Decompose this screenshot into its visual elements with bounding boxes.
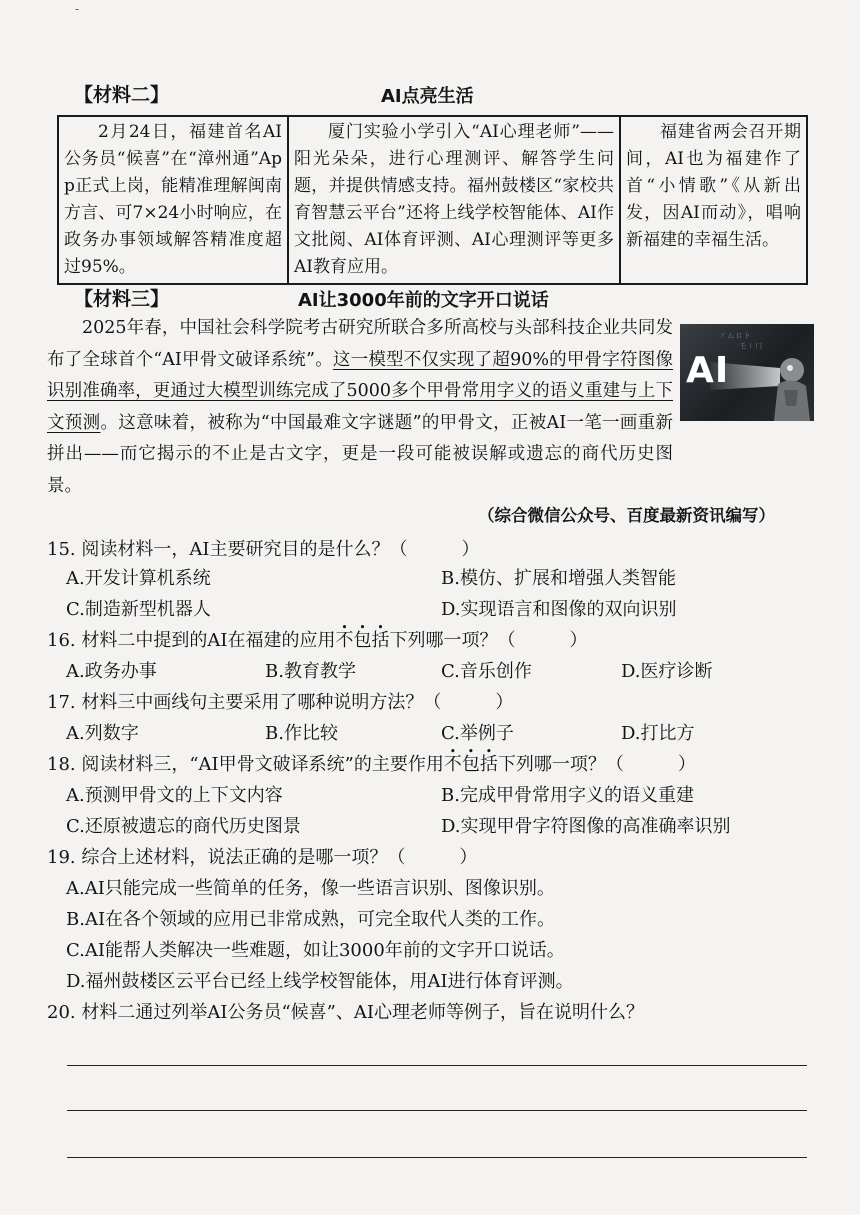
material2-table: [57, 115, 808, 285]
material3-paragraph: [47, 313, 673, 502]
material2-title: AI点亮生活: [381, 86, 474, 107]
emphasis-char: 括: [371, 630, 390, 651]
ai-illustration-text: AI: [686, 350, 730, 391]
emphasis-char: 包: [461, 754, 480, 775]
material2-cell-music: 福建省两会召开期间，AI也为福建作了首“小情歌”《从新出发，因AI而动》，唱响新福建的幸福生活。: [620, 116, 807, 284]
question-17-stem: 17. 材料三中画线句主要采用了哪种说明方法？（ ）: [47, 692, 514, 713]
question-19-option-c[interactable]: C.AI能帮人类解决一些难题，如让3000年前的文字开口说话。: [66, 940, 565, 961]
question-16-stem-pre: 16. 材料二中提到的AI在福建的应用: [47, 630, 336, 651]
svg-text:乇 丨 冂: 乇 丨 冂: [740, 343, 762, 350]
corner-mark: -: [75, 2, 80, 16]
answer-line-1[interactable]: [67, 1065, 807, 1066]
question-19-option-d[interactable]: D.福州鼓楼区云平台已经上线学校智能体，用AI进行体育评测。: [66, 971, 574, 992]
question-18-option-d[interactable]: D.实现甲骨字符图像的高准确率识别: [441, 816, 731, 837]
material2-label: 【材料二】: [74, 84, 170, 106]
question-16-emphasis: [335, 630, 389, 651]
question-18-stem: [47, 752, 696, 778]
question-19-stem: 19. 综合上述材料，说法正确的是哪一项？（ ）: [47, 847, 478, 868]
question-15-option-a[interactable]: A.开发计算机系统: [66, 568, 211, 589]
emphasis-char: 括: [479, 754, 498, 775]
question-16-option-a[interactable]: A.政务办事: [66, 661, 157, 682]
question-19-option-a[interactable]: A.AI只能完成一些简单的任务，像一些语言识别、图像识别。: [66, 878, 555, 899]
question-18-stem-post: 下列哪一项？（ ）: [497, 754, 696, 775]
question-16-option-d[interactable]: D.医疗诊断: [621, 661, 713, 682]
question-17-option-d[interactable]: D.打比方: [621, 723, 695, 744]
material3-title: AI让3000年前的文字开口说话: [298, 290, 549, 311]
question-17-option-b[interactable]: B.作比较: [265, 723, 338, 744]
answer-line-3[interactable]: [67, 1157, 807, 1158]
question-16-option-b[interactable]: B.教育教学: [265, 661, 356, 682]
question-18-option-c[interactable]: C.还原被遗忘的商代历史图景: [66, 816, 301, 837]
answer-line-2[interactable]: [67, 1110, 807, 1111]
question-17-option-a[interactable]: A.列数字: [66, 723, 139, 744]
question-18-stem-pre: 18. 阅读材料三，“AI甲骨文破译系统”的主要作用: [47, 754, 444, 775]
question-15-option-b[interactable]: B.模仿、扩展和增强人类智能: [441, 568, 676, 589]
material3-label: 【材料三】: [74, 288, 170, 310]
question-20-stem: 20. 材料二通过列举AI公务员“候喜”、AI心理老师等例子，旨在说明什么？: [47, 1002, 644, 1023]
question-15-stem: 15. 阅读材料一，AI主要研究目的是什么？（ ）: [47, 539, 480, 560]
question-18-option-a[interactable]: A.预测甲骨文的上下文内容: [66, 785, 283, 806]
question-17-option-c[interactable]: C.举例子: [441, 723, 514, 744]
material2-cell-education: 厦门实验小学引入“AI心理老师”——阳光朵朵，进行心理测评、解答学生问题，并提供情感支持。福州鼓楼区“家校共育智慧云平台”还将上线学校智能体、AI作文批阅、AI体育评测、AI心理测评等更多AI教育应用。: [288, 116, 620, 284]
emphasis-char: 包: [353, 630, 372, 651]
material2-cell-civil-service: 2月24日，福建首名AI公务员“候喜”在“漳州通”App正式上岗，能精准理解闽南方言、可7×24小时响应，在政务办事领域解答精准度超过95%。: [58, 116, 288, 284]
question-16-stem-post: 下列哪一项？（ ）: [389, 630, 588, 651]
question-19-option-b[interactable]: B.AI在各个领域的应用已非常成熟，可完全取代人类的工作。: [66, 909, 556, 930]
material3-underlined-sentence: 这一模型不仅实现了超90%的甲骨字符图像识别准确率，更通过大模型训练完成了5000多个甲骨常用字义的语义重建与上下文预测: [47, 349, 673, 433]
ai-illustration: [680, 324, 814, 421]
source-note: （综合微信公众号、百度最新资讯编写）: [478, 506, 775, 525]
question-15-option-c[interactable]: C.制造新型机器人: [66, 599, 211, 620]
material3-text-plain: 2025年春，中国社会科学院考古研究所联合多所高校与头部科技企业共同发布了全球首个“AI甲骨文破译系统”。: [47, 318, 673, 370]
question-15-option-d[interactable]: D.实现语言和图像的双向识别: [441, 599, 677, 620]
question-16-stem: [47, 628, 587, 654]
svg-text:丆 厶 㠯 卜: 丆 厶 㠯 卜: [720, 333, 750, 340]
emphasis-char: 不: [443, 754, 462, 775]
question-16-option-c[interactable]: C.音乐创作: [441, 661, 532, 682]
question-18-option-b[interactable]: B.完成甲骨常用字义的语义重建: [441, 785, 694, 806]
emphasis-char: 不: [335, 630, 354, 651]
material3-text-tail: 。这意味着，被称为“中国最难文字谜题”的甲骨文，正被AI一笔一画重新拼出——而它揭示的不止是古文字，更是一段可能被误解或遗忘的商代历史图景。: [47, 412, 673, 496]
question-18-emphasis: [444, 754, 498, 775]
